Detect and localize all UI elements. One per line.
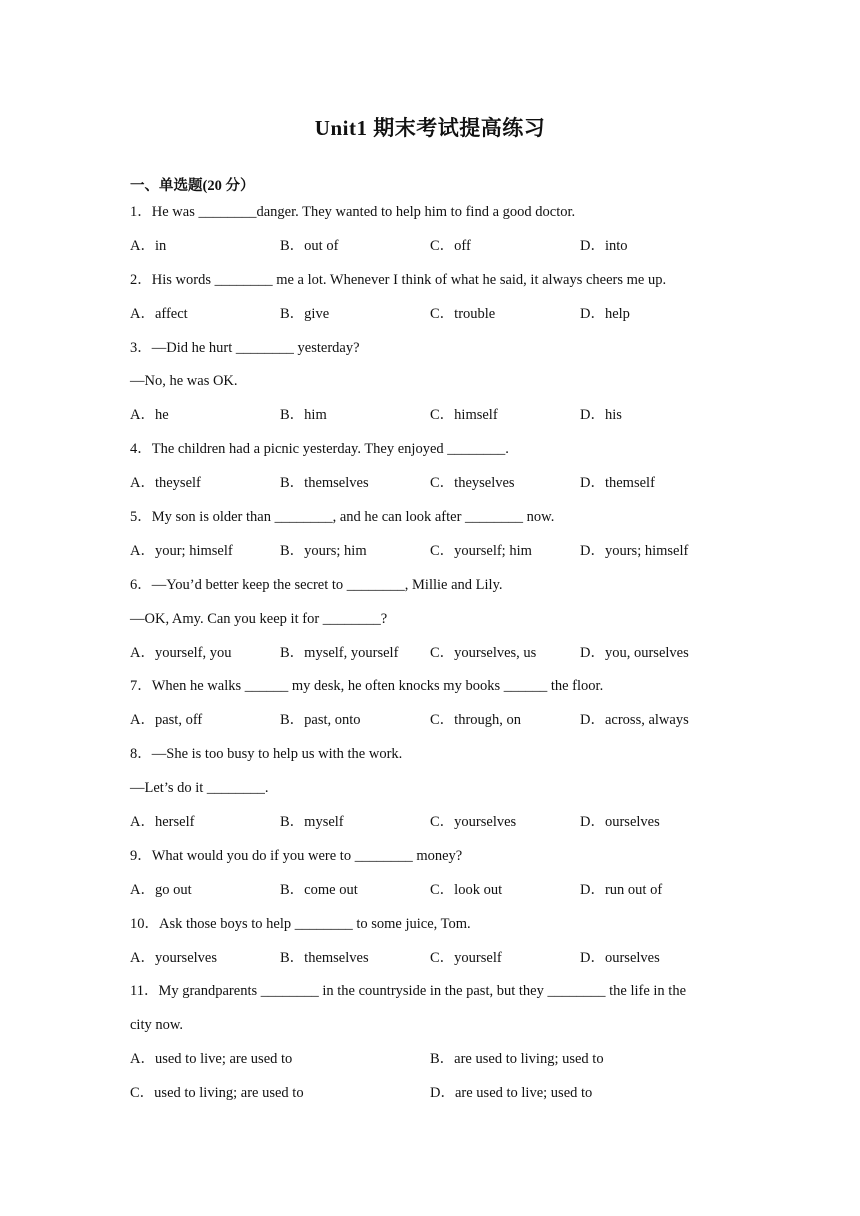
question-block bbox=[130, 915, 730, 983]
question-line: —OK, Amy. Can you keep it for ________? bbox=[130, 610, 388, 627]
answer-option: B．come out bbox=[280, 881, 358, 898]
options-row bbox=[130, 305, 730, 339]
answer-option: B．out of bbox=[280, 237, 339, 254]
question-block bbox=[130, 576, 730, 678]
section-heading: 一、单选题(20 分） bbox=[130, 178, 255, 194]
options-row bbox=[130, 711, 730, 745]
options-row bbox=[130, 474, 730, 508]
answer-option: B．are used to living; used to bbox=[430, 1051, 604, 1068]
question-list bbox=[130, 203, 730, 1118]
answer-option: A．go out bbox=[130, 881, 192, 898]
answer-option: C．theyselves bbox=[430, 475, 515, 492]
question-block bbox=[130, 847, 730, 915]
options-row bbox=[130, 237, 730, 271]
question-block bbox=[130, 677, 730, 745]
question-block bbox=[130, 508, 730, 576]
answer-option: C．used to living; are used to bbox=[130, 1085, 304, 1102]
answer-option: C．yourself; him bbox=[430, 542, 532, 559]
question-block bbox=[130, 982, 730, 1118]
question-block bbox=[130, 745, 730, 847]
answer-option: D．are used to live; used to bbox=[430, 1085, 593, 1102]
answer-option: D．ourselves bbox=[580, 949, 660, 966]
question-stem: 4．The children had a picnic yesterday. They enjoyed ________. bbox=[130, 441, 509, 458]
answer-option: A．in bbox=[130, 237, 167, 254]
question-block bbox=[130, 271, 730, 339]
question-stem: 5．My son is older than ________, and he can look after ________ now. bbox=[130, 509, 555, 526]
answer-option: B．themselves bbox=[280, 949, 369, 966]
question-stem: 11．My grandparents ________ in the countryside in the past, but they ________ the life in the bbox=[130, 983, 687, 1000]
options-row bbox=[130, 813, 730, 847]
answer-option: B．myself, yourself bbox=[280, 644, 399, 661]
options-row bbox=[130, 542, 730, 576]
answer-option: C．yourselves bbox=[430, 814, 517, 831]
question-line: —Let’s do it ________. bbox=[130, 780, 269, 797]
answer-option: B．myself bbox=[280, 814, 344, 831]
answer-option: A．affect bbox=[130, 305, 188, 322]
answer-option: D．yours; himself bbox=[580, 542, 689, 559]
options-row bbox=[130, 1084, 730, 1118]
question-block bbox=[130, 203, 730, 271]
answer-option: C．through, on bbox=[430, 712, 522, 729]
question-stem: 9．What would you do if you were to ________ money? bbox=[130, 847, 463, 864]
question-stem: 1．He was ________danger. They wanted to help him to find a good doctor. bbox=[130, 204, 576, 220]
question-stem: 7．When he walks ______ my desk, he often knocks my books ______ the floor. bbox=[130, 678, 604, 695]
question-line: city now. bbox=[130, 1017, 184, 1034]
answer-option: B．him bbox=[280, 407, 327, 424]
options-row bbox=[130, 949, 730, 983]
answer-option: A．theyself bbox=[130, 475, 201, 492]
options-row bbox=[130, 881, 730, 915]
question-line: —No, he was OK. bbox=[130, 373, 238, 390]
answer-option: D．themself bbox=[580, 475, 655, 492]
options-row bbox=[130, 1050, 730, 1084]
answer-option: C．yourself bbox=[430, 949, 502, 966]
answer-option: D．ourselves bbox=[580, 814, 660, 831]
answer-option: A．herself bbox=[130, 814, 195, 831]
page-title: Unit1 期末考试提高练习 bbox=[314, 116, 546, 140]
answer-option: A．he bbox=[130, 407, 169, 424]
question-block bbox=[130, 440, 730, 508]
answer-option: D．you, ourselves bbox=[580, 644, 689, 661]
question-stem: 6．—You’d better keep the secret to ________, Millie and Lily. bbox=[130, 576, 503, 593]
answer-option: D．his bbox=[580, 407, 622, 424]
question-stem: 8．—She is too busy to help us with the work. bbox=[130, 746, 403, 763]
answer-option: C．off bbox=[430, 237, 471, 254]
answer-option: C．trouble bbox=[430, 305, 496, 322]
answer-option: B．yours; him bbox=[280, 542, 367, 559]
answer-option: A．your; himself bbox=[130, 542, 233, 559]
answer-option: A．yourselves bbox=[130, 949, 217, 966]
question-stem: 2．His words ________ me a lot. Whenever I think of what he said, it always cheers me up. bbox=[130, 271, 667, 288]
options-row bbox=[130, 644, 730, 678]
options-row bbox=[130, 406, 730, 440]
answer-option: D．run out of bbox=[580, 881, 663, 898]
answer-option: C．yourselves, us bbox=[430, 644, 537, 661]
answer-option: C．look out bbox=[430, 881, 503, 898]
answer-option: D．help bbox=[580, 305, 630, 322]
answer-option: A．yourself, you bbox=[130, 644, 232, 661]
answer-option: B．themselves bbox=[280, 475, 369, 492]
question-block bbox=[130, 339, 730, 441]
answer-option: D．into bbox=[580, 237, 628, 254]
question-stem: 10．Ask those boys to help ________ to some juice, Tom. bbox=[130, 915, 471, 932]
answer-option: A．past, off bbox=[130, 712, 203, 729]
question-stem: 3．—Did he hurt ________ yesterday? bbox=[130, 339, 360, 356]
answer-option: A．used to live; are used to bbox=[130, 1051, 293, 1068]
answer-option: D．across, always bbox=[580, 712, 689, 729]
answer-option: C．himself bbox=[430, 407, 498, 424]
answer-option: B．past, onto bbox=[280, 712, 361, 729]
answer-option: B．give bbox=[280, 305, 330, 322]
